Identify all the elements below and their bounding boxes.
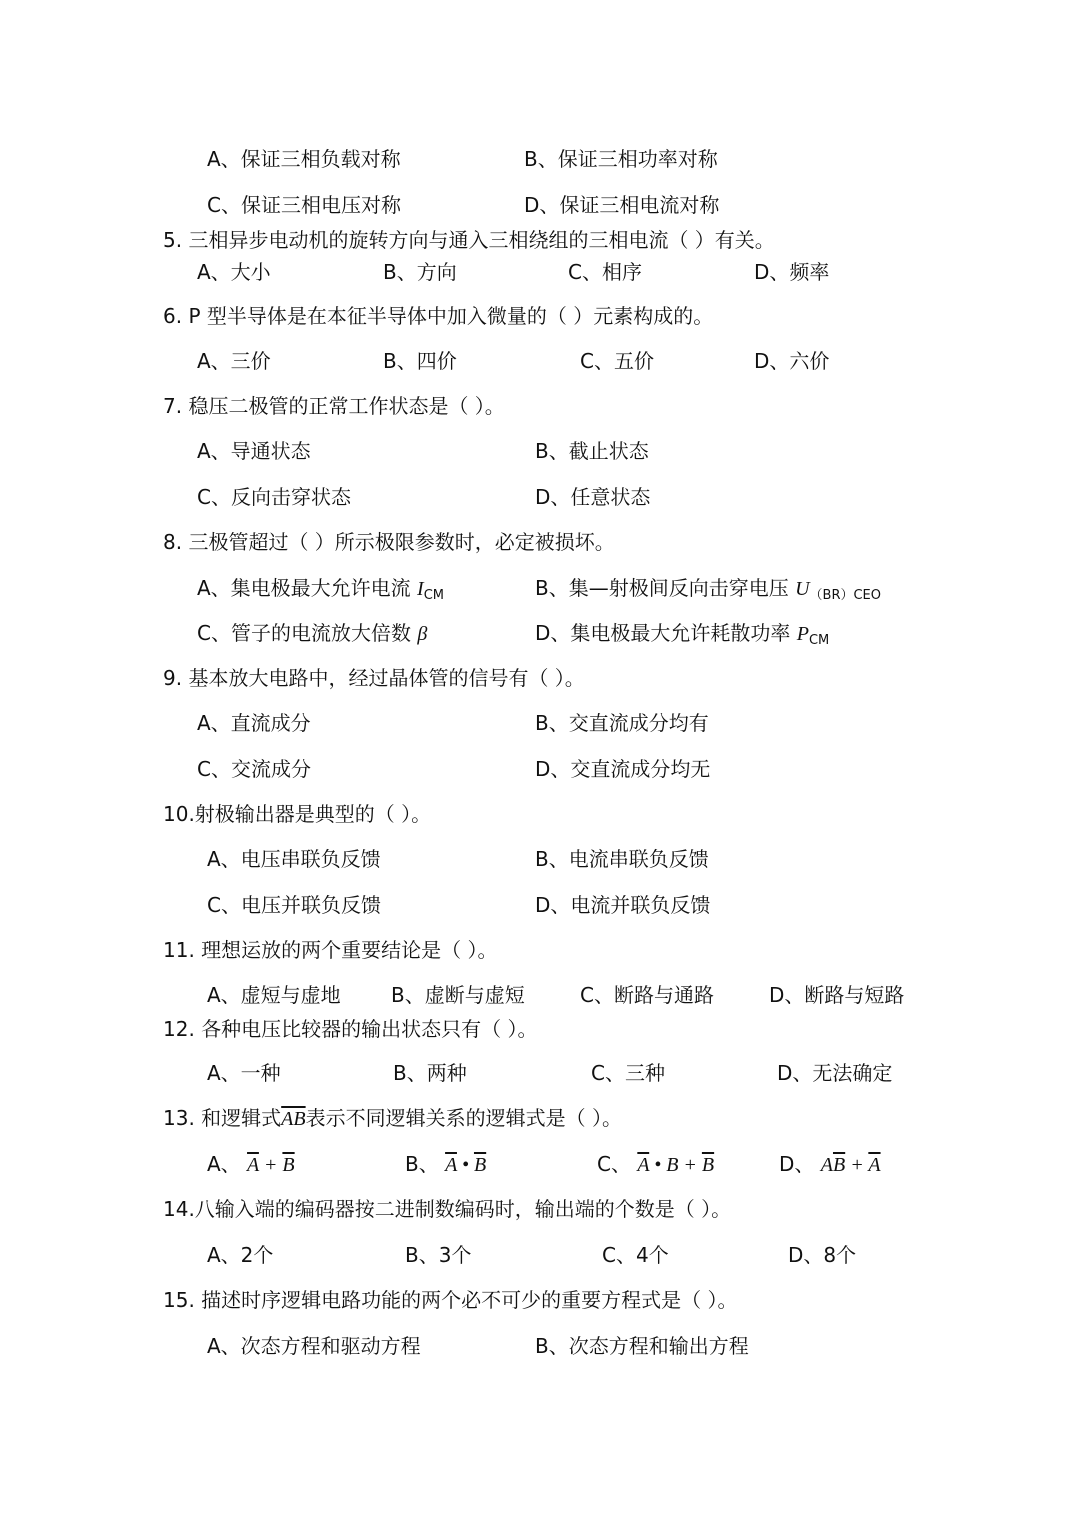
q8-option-d (535, 620, 829, 646)
q5-stem: 5. 三相异步电动机的旋转方向与通入三相绕组的三相电流（ ）有关。 (163, 228, 775, 252)
q7-stem: 7. 稳压二极管的正常工作状态是（ ）。 (163, 394, 505, 418)
q7-option-d: D、任意状态 (535, 485, 651, 509)
q13-option-d-expression: $A\overline{B} + \overline{A}$ (820, 1154, 881, 1176)
q6-option-a: A、三价 (197, 349, 271, 373)
q15-option-b: B、次态方程和输出方程 (535, 1334, 749, 1358)
q13-stem-suffix: 表示不同逻辑关系的逻辑式是（ ）。 (305, 1106, 622, 1130)
q7-option-c: C、反向击穿状态 (197, 485, 351, 509)
q5-option-a: A、大小 (197, 260, 271, 284)
q8-stem: 8. 三极管超过（ ）所示极限参数时，必定被损坏。 (163, 530, 615, 554)
q12-stem: 12. 各种电压比较器的输出状态只有（ ）。 (163, 1017, 538, 1041)
q13-option-c (597, 1151, 714, 1177)
q13-option-a-label: A、 (207, 1152, 241, 1176)
q8-option-b-text: B、集—射极间反向击穿电压 (535, 576, 796, 600)
q11-option-d: D、断路与短路 (769, 983, 905, 1007)
q13-option-b (405, 1151, 486, 1177)
q9-stem: 9. 基本放大电路中，经过晶体管的信号有（ ）。 (163, 666, 585, 690)
q7-option-a: A、导通状态 (197, 439, 311, 463)
q5-option-c: C、相序 (568, 260, 642, 284)
q11-option-a: A、虚短与虚地 (207, 983, 341, 1007)
q8-option-b-symbol: U (795, 578, 810, 600)
q13-option-c-expression: $\overline{A}$ • $B + \overline{B}$ (637, 1154, 715, 1176)
q7-option-b: B、截止状态 (535, 439, 649, 463)
q9-option-b: B、交直流成分均有 (535, 711, 709, 735)
q4-option-d: D、保证三相电流对称 (524, 193, 720, 217)
q8-option-b (535, 575, 881, 601)
q10-option-d: D、电流并联负反馈 (535, 893, 711, 917)
q14-option-b: B、3个 (405, 1243, 472, 1267)
q6-option-d: D、六价 (754, 349, 830, 373)
q8-option-a (197, 575, 444, 601)
q8-option-d-symbol: P (796, 623, 809, 645)
q5-option-d: D、频率 (754, 260, 830, 284)
q8-option-c (197, 620, 427, 646)
q13-stem-expression: $\overline{AB}$ (281, 1108, 306, 1130)
q10-option-a: A、电压串联负反馈 (207, 847, 381, 871)
q13-option-b-expression: $\overline{A}$ • $\overline{B}$ (445, 1154, 487, 1176)
q6-option-c: C、五价 (580, 349, 654, 373)
q15-option-a: A、次态方程和驱动方程 (207, 1334, 421, 1358)
q13-option-a-expression: $\overline{A} + \overline{B}$ (247, 1154, 295, 1176)
q8-option-a-subscript: CM (423, 588, 445, 603)
q4-option-a: A、保证三相负载对称 (207, 147, 401, 171)
q4-option-b: B、保证三相功率对称 (524, 147, 718, 171)
q12-option-b: B、两种 (393, 1061, 467, 1085)
q8-option-d-text: D、集电极最大允许耗散功率 (535, 621, 797, 645)
q15-stem: 15. 描述时序逻辑电路功能的两个必不可少的重要方程式是（ ）。 (163, 1288, 738, 1312)
q9-option-a: A、直流成分 (197, 711, 311, 735)
q9-option-c: C、交流成分 (197, 757, 311, 781)
q14-option-d: D、8个 (788, 1243, 857, 1267)
q8-option-c-symbol: β (417, 623, 428, 645)
q8-option-b-subscript: （BR）CEO (809, 588, 882, 603)
q13-option-b-label: B、 (405, 1152, 439, 1176)
q6-option-b: B、四价 (383, 349, 457, 373)
q13-stem-prefix: 13. 和逻辑式 (163, 1106, 282, 1130)
q10-option-c: C、电压并联负反馈 (207, 893, 381, 917)
q12-option-a: A、一种 (207, 1061, 281, 1085)
q4-option-c: C、保证三相电压对称 (207, 193, 401, 217)
q6-stem: 6. P 型半导体是在本征半导体中加入微量的（ ）元素构成的。 (163, 304, 714, 328)
q12-option-d: D、无法确定 (777, 1061, 893, 1085)
q10-stem: 10.射极输出器是典型的（ ）。 (163, 802, 432, 826)
q9-option-d: D、交直流成分均无 (535, 757, 711, 781)
q8-option-a-text: A、集电极最大允许电流 (197, 576, 418, 600)
q14-option-a: A、2个 (207, 1243, 274, 1267)
q13-option-d-label: D、 (779, 1152, 815, 1176)
q13-option-d (779, 1151, 881, 1177)
q14-stem: 14.八输入端的编码器按二进制数编码时，输出端的个数是（ ）。 (163, 1197, 732, 1221)
q10-option-b: B、电流串联负反馈 (535, 847, 709, 871)
q14-option-c: C、4个 (602, 1243, 669, 1267)
q13-option-c-label: C、 (597, 1152, 631, 1176)
q11-option-b: B、虚断与虚短 (391, 983, 525, 1007)
q8-option-c-text: C、管子的电流放大倍数 (197, 621, 418, 645)
q5-option-b: B、方向 (383, 260, 457, 284)
q13-option-a (207, 1151, 295, 1177)
q11-stem: 11. 理想运放的两个重要结论是（ ）。 (163, 938, 498, 962)
q11-option-c: C、断路与通路 (580, 983, 714, 1007)
q8-option-d-subscript: CM (808, 633, 830, 648)
q13-stem (163, 1105, 622, 1131)
q12-option-c: C、三种 (591, 1061, 665, 1085)
q8-option-a-symbol: I (417, 578, 424, 600)
